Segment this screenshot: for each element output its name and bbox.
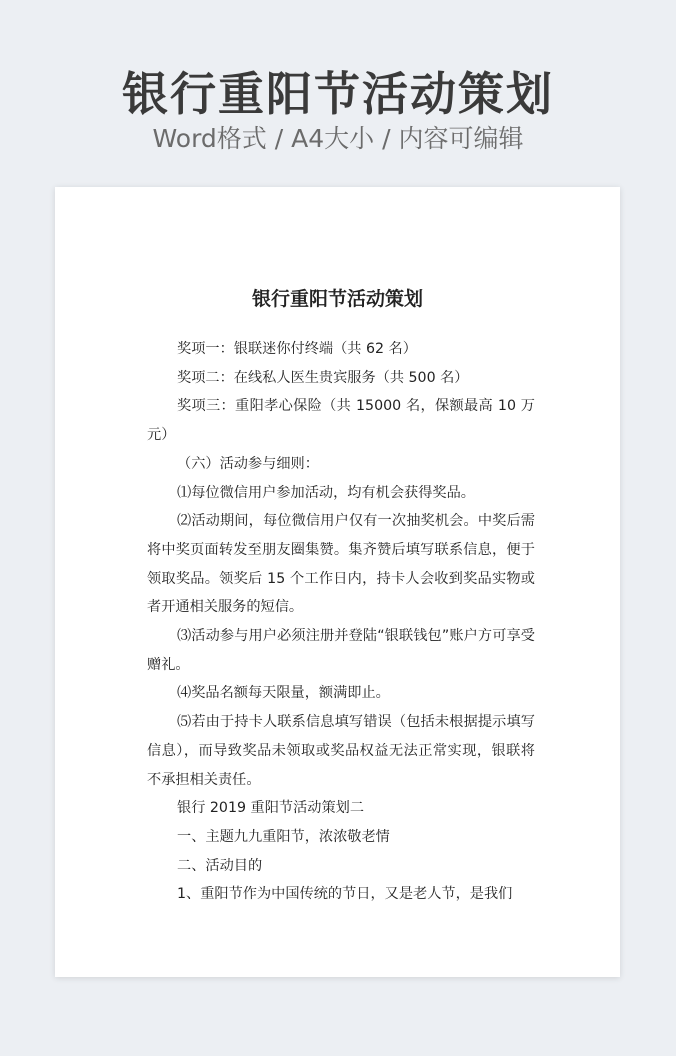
paragraph-prize-3: 奖项三：重阳孝心保险（共 15000 名，保额最高 10 万元） — [147, 398, 535, 444]
paragraph-section-title: 银行 2019 重阳节活动策划二 — [177, 800, 365, 817]
paragraph-purpose-heading: 二、活动目的 — [177, 857, 263, 874]
paragraph-rule-5: ⑸若由于持卡人联系信息填写错误（包括未根据提示填写信息），而导致奖品未领取或奖品权益无法正常实现，银联将不承担相关责任。 — [147, 714, 535, 788]
document-title: 银行重阳节活动策划 — [251, 288, 423, 310]
document-body — [147, 335, 535, 909]
paragraph-rule-2: ⑵活动期间，每位微信用户仅有一次抽奖机会。中奖后需将中奖页面转发至朋友圈集赞。集齐赞后填写联系信息，便于领取奖品。领奖后 15 个工作日内，持卡人会收到奖品实物或者开通相关服务的短信。 — [147, 513, 535, 616]
paragraph-rule-1: ⑴每位微信用户参加活动，均有机会获得奖品。 — [177, 484, 475, 501]
paragraph-purpose-1: 1、重阳节作为中国传统的节日，又是老人节，是我们 — [177, 886, 513, 903]
banner-title: 银行重阳节活动策划 — [122, 67, 554, 121]
banner-subtitle: Word格式 / A4大小 / 内容可编辑 — [152, 124, 524, 153]
paragraph-rule-4: ⑷奖品名额每天限量，额满即止。 — [177, 685, 390, 702]
paragraph-prize-2: 奖项二：在线私人医生贵宾服务（共 500 名） — [177, 369, 469, 386]
paragraph-rule-3: ⑶活动参与用户必须注册并登陆“银联钱包”账户方可享受赠礼。 — [147, 628, 535, 673]
paragraph-theme: 一、主题九九重阳节，浓浓敬老情 — [177, 828, 390, 845]
paragraph-rules-heading: （六）活动参与细则： — [177, 455, 319, 472]
paragraph-prize-1: 奖项一：银联迷你付终端（共 62 名） — [177, 341, 417, 357]
